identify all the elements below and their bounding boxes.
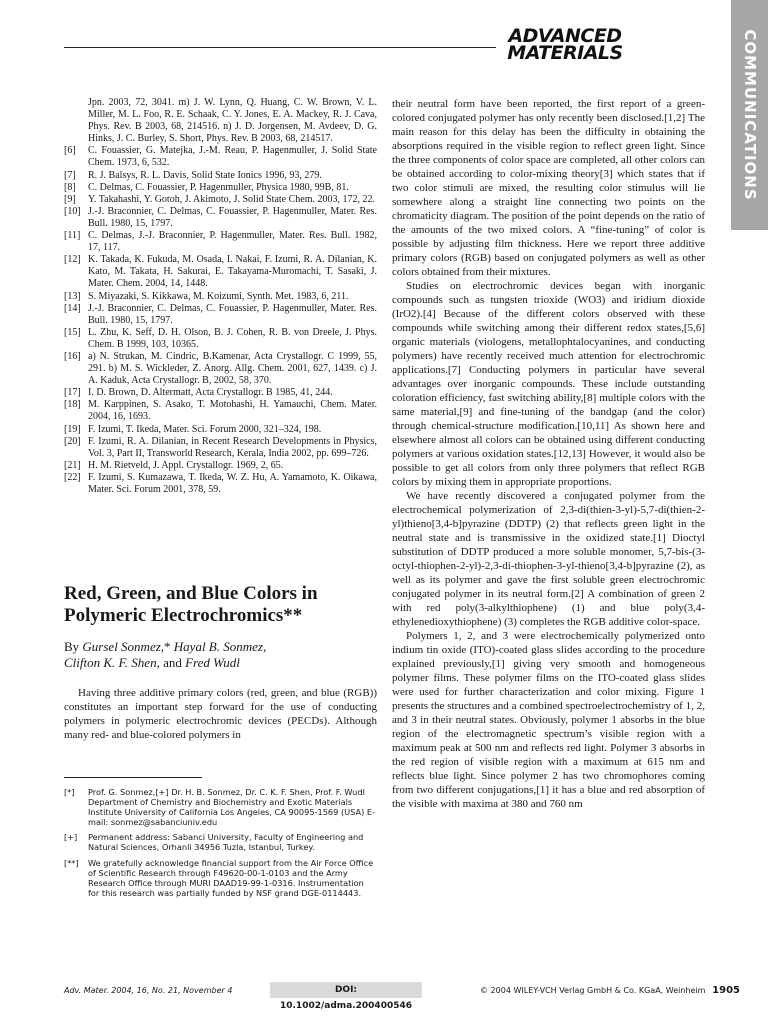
reference-text: L. Zhu, K. Seff, D. H. Olson, B. J. Cohen, R. B. von Dreele, J. Phys. Chem. B 1999, 103, 10365. [88,326,377,350]
reference-text: R. J. Balsys, R. L. Davis, Solid State Ionics 1996, 93, 279. [88,169,322,181]
reference-item [64,303,377,327]
reference-number: [12] [64,254,81,266]
reference-text: a) N. Strukan, M. Cindric, B.Kamenar, Acta Crystallogr. C 1999, 55, 291. b) M. S. Wickleder, Z. Anorg. Allg. Chem. 2001, 627, 1439. c) J. A. Kaduk, Acta Crystallogr. B, 2002, 58, 370. [88,350,377,387]
body-paragraph: their neutral form have been reported, the first report of a green-colored conjugated polymer has only recently been disclosed.[1,2] The main reason for this delay has been the difficulty in obtaining the absorptions required in the visible region to reflect green light. Since the three components of color space are completed, all other colors can be obtained according to color-mixing theory[3] which states that if two color stimuli are mixed, the resulting color stimulus will lie somewhere along a straight line connecting two points on the chromaticity diagram. The position of the point depends on the ratio of the amounts of the two mixed colors. A “fine-tuning” of color is possible by adjusting film thickness. Here we report three additive primary colors (RGB) based on conjugated polymers as well as other colors obtained from their mixtures. [392,98,705,278]
doi-label[interactable]: DOI: 10.1002/adma.200400546 [270,982,422,998]
body-paragraph: Polymers 1, 2, and 3 were electrochemically polymerized onto indium tin oxide (ITO)-coated glass slides according to the procedure explained previously,[1] giving very smooth and homogeneous polymer films. These polymer films on the ITO-coated glass slides were used for further characterization and color mixing. Figure 1 presents the structures and a combined spectroelectrochemistry of 1, 2, and 3 in their neutral states. Obviously, polymer 1 absorbs in the blue region of the electromagnetic spectrum’s visible region with a maximum peak at 500 nm and reflects red light. Polymer 3 absorbs in the red region of visible region with a maximum at 615 nm and reflects blue light. Since polymer 2 has two chromophores coming from two different conjugations,[1] it has a blue and red absorption of the visible with maxima at 380 and 760 nm [392,630,705,810]
article-title: Red, Green, and Blue Colors in Polymeric Electrochromics** [64,583,318,626]
reference-number: [11] [64,230,81,242]
reference-number: [8] [64,181,76,193]
footnote [64,858,377,898]
section-tab-label: COMMUNICATIONS [740,29,759,201]
footnote [64,832,377,852]
reference-list [64,97,377,496]
footnote-mark: [+] [64,832,78,843]
footnote-mark: [**] [64,857,79,868]
reference-item [64,194,377,206]
author-name: Hayal B. Sonmez, [173,639,267,654]
footnote-text: Permanent address: Sabanci University, Faculty of Engineering and Natural Sciences, Orhanli 34956 Tuzla, Istanbul, Turkey. [88,832,364,853]
page-footer [64,983,740,1011]
reference-item [64,182,377,194]
footnotes [64,787,377,903]
reference-text: H. M. Rietveld, J. Appl. Crystallogr. 1969, 2, 65. [88,459,284,471]
corresponding-author-mark: * [164,639,171,654]
footnote [64,787,377,827]
reference-item [64,170,377,182]
reference-number: [7] [64,169,76,181]
body-paragraph: We have recently discovered a conjugated polymer from the electrochemical polymerization of 2,3-di(thien-3-yl)-5,7-di(thien-2-yl)thieno[3,4-b]pyrazine (DDTP) (2) that reflects green light in the neutral state and is transmissive in the oxidized state.[1] Dioctyl substitution of DDTP produced a more soluble monomer, 5,7-bis-(3-octyl-thiophen-2-yl)-2,3-di-thiophen-3-yl-thieno[3,4-b]pyrazine (2), as well as its polymer and gave the first soluble green electrochromic conjugated polymer in its neutral form.[2] A combination of green 2 with red poly(3-alkylthiophene) (1) and blue poly(3,4-ethylenedioxythiophene) (3) completes the RGB additive color-space. [392,490,705,628]
reference-text: J.-J. Braconnier, C. Delmas, C. Fouassier, P. Hagenmuller, Mater. Res. Bull. 1980, 15, 1797. [88,205,377,229]
abstract-paragraph: Having three additive primary colors (red, green, and blue (RGB)) constitutes an important step forward for the use of conducting polymers in polymeric electrochromic devices (PECDs). Although many red- and blue-colored polymers in [64,687,377,741]
reference-text: J.-J. Braconnier, C. Delmas, C. Fouassier, P. Hagenmuller, Mater. Res. Bull. 1980, 15, 1797. [88,302,377,326]
reference-item [64,460,377,472]
reference-text: C. Fouassier, G. Matejka, J.-M. Reau, P. Hagenmuller, J. Solid State Chem. 1973, 6, 532. [88,145,377,169]
author-name: Fred Wudl [185,655,240,670]
journal-logo [500,25,630,64]
reference-number: [16] [64,350,81,362]
author-name: Clifton K. F. Shen, [64,655,160,670]
reference-item [64,436,377,460]
reference-item [64,97,377,145]
page-number: 1905 [712,985,740,996]
reference-item [64,387,377,399]
logo-line-2: MATERIALS [507,42,623,64]
authors-conjunction: and [163,655,182,670]
reference-item [64,145,377,169]
reference-text: M. Karppinen, S. Asako, T. Motohashi, H. Yamauchi, Chem. Mater. 2004, 16, 1693. [88,399,377,423]
reference-item [64,254,377,290]
footnote-text: We gratefully acknowledge financial support from the Air Force Office of Scientific Research through F49620-00-1-0103 and the Army Research Office through MURI DAAD19-99-1-0316. Instrumentation for this research was partially funded by NSF grand DGE-0114443. [88,857,374,898]
author-line [64,639,377,671]
reference-number: [10] [64,205,81,217]
reference-item [64,472,377,496]
reference-number: [9] [64,193,76,205]
reference-text: F. Izumi, S. Kumazawa, T. Ikeda, W. Z. Hu, A. Yamamoto, K. Oikawa, Mater. Sci. Forum 2001, 378, 59. [88,471,377,495]
reference-number: [6] [64,145,76,157]
footnote-mark: [*] [64,787,75,797]
reference-number: [18] [64,399,81,411]
footnote-rule [64,777,202,778]
reference-number: [14] [64,302,81,314]
author-name: Gursel Sonmez, [82,639,165,654]
footnote-text: Prof. G. Sonmez,[+] Dr. H. B. Sonmez, Dr. C. K. F. Shen, Prof. F. Wudl Department of Chemistry and Biochemistry and Exotic Materials Institute University of California Los Angeles, CA 90095-1569 (USA) E-mail: sonmez@sabanciuniv.edu [88,787,376,828]
reference-text: C. Delmas, J.-J. Braconnier, P. Hagenmuller, Mater. Res. Bull. 1982, 17, 117. [88,230,377,254]
authors-prefix: By [64,639,80,654]
reference-item [64,351,377,387]
reference-text: Y. Takahashi, Y. Gotoh, J. Akimoto, J. Solid State Chem. 2003, 172, 22. [88,193,375,205]
reference-text: K. Takada, K. Fukuda, M. Osada, I. Nakai, F. Izumi, R. A. Dilanian, K. Kato, M. Takata, H. Sakurai, E. Takayama-Muromachi, T. Sasaki, J. Mater. Chem. 2004, 14, 1448. [88,254,377,290]
reference-number: [22] [64,471,81,483]
reference-number: [13] [64,290,81,302]
footer-citation: Adv. Mater. 2004, 16, No. 21, November 4 [64,986,233,995]
right-column-body [392,97,705,811]
reference-text: Jpn. 2003, 72, 3041. m) J. W. Lynn, Q. Huang, C. W. Brown, V. L. Miller, M. L. Foo, R. E. Schaak, C. Y. Jones, E. A. Mackey, R. J. Cava, Phys. Rev. B 2003, 68, 214516. n) J. D. Jorgensen, M. Avdeev, D. G. Hinks, J. C. Burley, S. Short, Phys. Rev. B 2003, 68, 214517. [88,97,377,145]
body-paragraph: Studies on electrochromic devices began with inorganic compounds such as tungsten trioxide (WO3) and iridium dioxide (IrO2).[4] Because of the different colors observed with these compounds while switching among their different redox states,[5,6] organic materials (viologens, metallophtalocyanines, and conducting polymers) have recently received much attention for electrochromic applications.[7] Conducting polymers in particular have several advantages over inorganic compounds. These include outstanding coloration efficiency, fast switching ability,[8] multiple colors with the same material,[9] and fine-tuning of the bandgap (and the color) through chemical-structure modification.[10,11] As shown here and elsewhere almost all colors can be obtained using different conducting polymers at various oxidation states.[12,13] However, it would also be possible to get all colors from only three polymers that reflect RGB colors by mixing them in appropriate proportions. [392,280,705,488]
reference-text: F. Izumi, T. Ikeda, Mater. Sci. Forum 2000, 321–324, 198. [88,423,322,435]
section-tab [731,0,768,230]
reference-number: [17] [64,387,81,399]
reference-item [64,230,377,254]
reference-text: F. Izumi, R. A. Dilanian, in Recent Research Developments in Physics, Vol. 3, Part II, Transworld Research, Kerala, India 2002, pp. 699–726. [88,435,377,459]
reference-item [64,399,377,423]
reference-text: S. Miyazaki, S. Kikkawa, M. Koizumi, Synth. Met. 1983, 6, 211. [88,290,349,302]
reference-number: [21] [64,459,81,471]
reference-number: [15] [64,326,81,338]
reference-number: [19] [64,423,81,435]
header-rule [64,47,496,48]
reference-item [64,327,377,351]
article-abstract [64,686,377,742]
reference-item [64,206,377,230]
footer-copyright: © 2004 WILEY-VCH Verlag GmbH & Co. KGaA, Weinheim [480,986,706,995]
reference-item [64,424,377,436]
reference-text: I. D. Brown, D. Altermatt, Acta Crystallogr. B 1985, 41, 244. [88,387,333,399]
reference-item [64,291,377,303]
reference-number: [20] [64,435,81,447]
reference-text: C. Delmas, C. Fouassier, P. Hagenmuller, Physica 1980, 99B, 81. [88,181,349,193]
logo-line-1: ADVANCED [508,25,622,47]
